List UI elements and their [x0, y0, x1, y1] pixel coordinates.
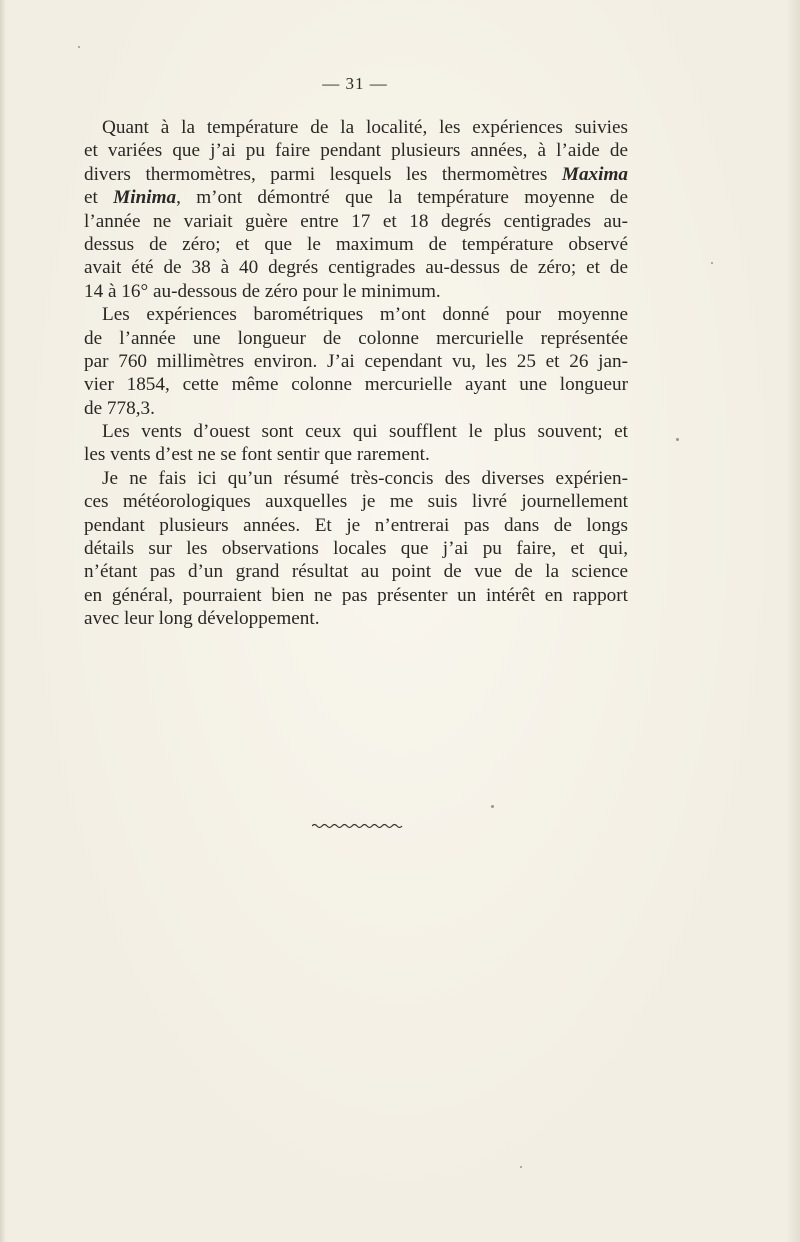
text-line: l’année ne variait guère entre 17 et 18 degrés centigrades au- — [84, 210, 628, 232]
paper-speck — [520, 1166, 522, 1168]
text-line: Les vents d’ouest sont ceux qui soufflent le plus souvent; et — [102, 421, 628, 443]
text-line: détails sur les observations locales que j’ai pu faire, et qui, — [84, 538, 628, 560]
text-line: Quant à la température de la localité, les expériences suivies — [102, 117, 628, 138]
text-line: et variées que j’ai pu faire pendant plusieurs années, à l’aide de — [84, 140, 628, 162]
paper-speck — [78, 46, 80, 48]
text-line: dessus de zéro; et que le maximum de température observé — [84, 233, 628, 255]
text-line: et Minima, m’ont démontré que la température moyenne de — [84, 187, 628, 209]
text-line: par 760 millimètres environ. J’ai cependant vu, les 25 et 26 jan- — [84, 350, 628, 372]
italic-term: Minima — [113, 187, 177, 209]
text-line: les vents d’est ne se font sentir que rarement. — [84, 444, 430, 466]
text-line: divers thermomètres, parmi lesquels les thermomètres Maxima — [84, 163, 628, 185]
text-line: en général, pourraient bien ne pas présenter un intérêt en rapport — [84, 584, 628, 606]
paper-speck — [711, 262, 713, 264]
paper-speck — [676, 438, 679, 441]
wavy-rule-ornament — [312, 822, 404, 830]
paper-speck — [491, 805, 494, 808]
body-text — [84, 116, 628, 631]
text-line: pendant plusieurs années. Et je n’entrerai pas dans de longs — [84, 514, 628, 536]
page-right-edge — [786, 0, 800, 1242]
text-line: de l’année une longueur de colonne mercurielle représentée — [84, 327, 628, 349]
italic-term: Maxima — [561, 163, 628, 185]
text-line: Je ne fais ici qu’un résumé très-concis des diverses expérien- — [102, 467, 628, 489]
text-line: de 778,3. — [84, 397, 155, 419]
text-line: 14 à 16° au-dessous de zéro pour le minimum. — [84, 280, 441, 302]
text-line: avait été de 38 à 40 degrés centigrades au-dessus de zéro; et de — [84, 257, 628, 279]
text-line: Les expériences barométriques m’ont donné pour moyenne — [102, 304, 628, 326]
text-line: ces météorologiques auxquelles je me suis livré journellement — [84, 491, 628, 513]
text-line: n’étant pas d’un grand résultat au point de vue de la science — [84, 561, 628, 583]
text-line: avec leur long développement. — [84, 608, 320, 630]
page-left-edge — [0, 0, 6, 1242]
page-number: — 31 — — [322, 74, 388, 93]
text-line: vier 1854, cette même colonne mercurielle ayant une longueur — [84, 374, 628, 396]
